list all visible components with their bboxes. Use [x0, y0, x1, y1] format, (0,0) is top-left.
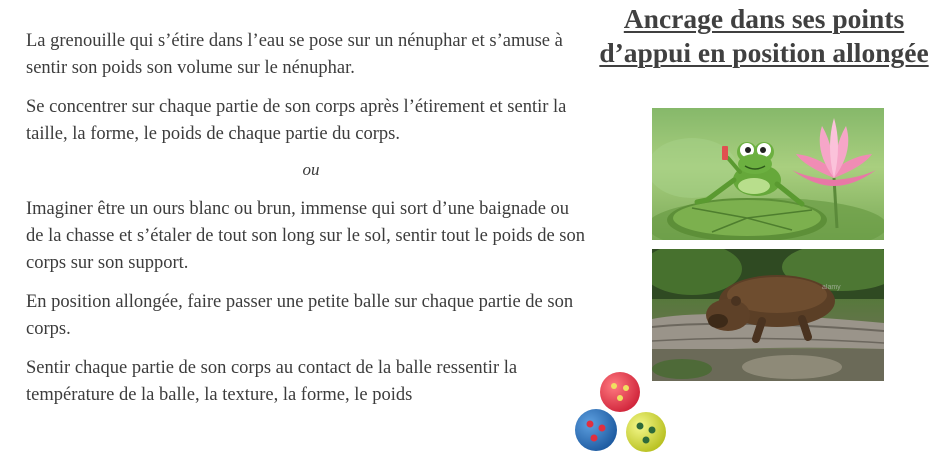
red-ball — [600, 372, 640, 412]
sensory-balls-illustration — [568, 366, 672, 458]
paragraph-frog: La grenouille qui s’étire dans l’eau se pose sur un nénuphar et s’amuse à sentir son poids son volume sur le nénuphar. — [26, 31, 563, 78]
bear-image — [652, 249, 884, 381]
balls-image — [568, 366, 672, 458]
svg-text:alamy: alamy — [822, 284, 841, 291]
paragraph-ball-sensations: Sentir chaque partie de son corps au contact de la balle ressentir la température de la balle, la texture, la forme, le poids — [26, 358, 518, 405]
yellow-ball — [626, 412, 666, 452]
page-title: Ancrage dans ses points d’appui en position allongée — [599, 3, 929, 68]
separator-ou: ou — [302, 160, 320, 179]
frog-image — [652, 108, 884, 240]
bear-on-log-photo — [652, 249, 884, 381]
frog-lotus-illustration — [652, 108, 884, 240]
text-column — [26, 28, 586, 421]
paragraph-bear: Imaginer être un ours blanc ou brun, immense qui sort d’une baignade ou de la chasse et s’étaler de tout son long sur le sol, sentir tout le poids de son corps sur son support. — [26, 199, 585, 273]
paragraph-ball: En position allongée, faire passer une petite balle sur chaque partie de son corps. — [26, 292, 574, 339]
blue-ball — [575, 409, 617, 451]
paragraph-body-parts: Se concentrer sur chaque partie de son corps après l’étirement et sentir la taille, la forme, le poids de chaque partie du corps. — [26, 97, 567, 144]
